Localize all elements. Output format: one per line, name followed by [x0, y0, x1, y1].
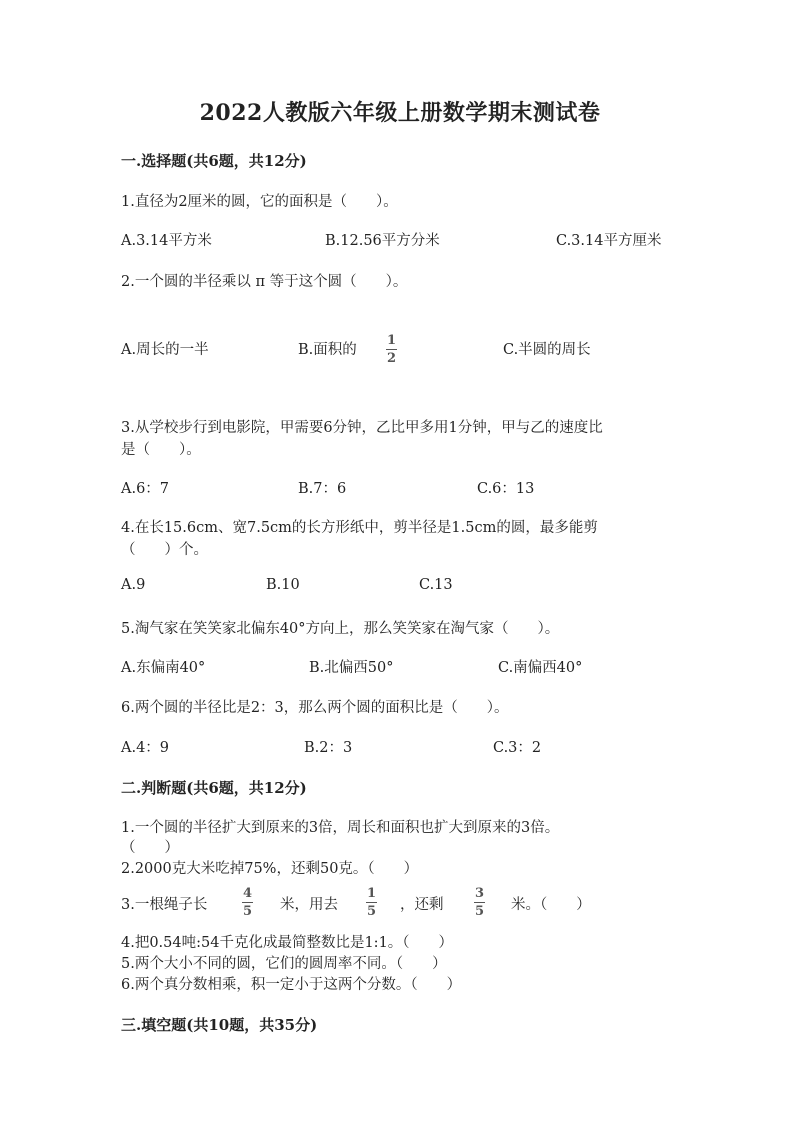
fraction-numerator: 3	[474, 886, 485, 901]
option-b: B.7：6	[298, 481, 347, 497]
section-heading-fill: 三.填空题(共10题，共35分)	[121, 1016, 318, 1034]
question-stem: 1.直径为2厘米的圆，它的面积是（ ）。	[121, 194, 398, 210]
fraction-bar	[474, 902, 485, 903]
option-a: A.东偏南40°	[121, 660, 206, 676]
fraction-denominator: 2	[386, 351, 397, 366]
question-stem: 5.淘气家在笑笑家北偏东40°方向上，那么笑笑家在淘气家（ ）。	[121, 621, 560, 637]
fraction-denominator: 5	[474, 904, 485, 919]
fraction-numerator: 4	[242, 886, 253, 901]
page-title: 2022人教版六年级上册数学期末测试卷	[199, 100, 601, 126]
option-b: B.面积的	[298, 342, 357, 358]
judge-item: 5.两个大小不同的圆，它们的圆周率不同。（ ）	[121, 956, 447, 972]
fraction-denominator: 5	[366, 904, 377, 919]
option-c: C.南偏西40°	[498, 660, 583, 676]
option-c: C.6：13	[477, 481, 535, 497]
fraction-bar	[242, 902, 253, 903]
fraction-denominator: 5	[242, 904, 253, 919]
judge-item-line1: 1.一个圆的半径扩大到原来的3倍，周长和面积也扩大到原来的3倍。	[121, 820, 560, 836]
option-b: B.12.56平方分米	[325, 233, 440, 249]
option-a: A.4：9	[121, 740, 170, 756]
fraction-three-fifths	[474, 887, 485, 919]
option-c: C.3：2	[493, 740, 542, 756]
judge-item: 6.两个真分数相乘，积一定小于这两个分数。（ ）	[121, 977, 462, 993]
option-a: A.6：7	[121, 481, 170, 497]
section-heading-choice: 一.选择题(共6题，共12分)	[121, 152, 307, 170]
option-b: B.2：3	[304, 740, 353, 756]
fraction-numerator: 1	[366, 886, 377, 901]
judge-item-line2: （ ）	[121, 840, 179, 856]
judge-item-part: ，还剩	[400, 897, 444, 913]
judge-item: 2.2000克大米吃掉75%，还剩50克。（ ）	[121, 861, 419, 877]
question-stem-line2: 是（ ）。	[121, 442, 201, 458]
question-stem-line1: 4.在长15.6cm、宽7.5cm的长方形纸中，剪半径是1.5cm的圆，最多能剪	[121, 520, 598, 536]
judge-item-part: 米，用去	[280, 897, 338, 913]
option-c: C.半圆的周长	[503, 342, 591, 358]
fraction-bar	[366, 902, 377, 903]
fraction-four-fifths	[242, 887, 253, 919]
question-stem: 2.一个圆的半径乘以 π 等于这个圆（ ）。	[121, 274, 408, 290]
fraction-one-half	[386, 334, 397, 366]
question-stem-line2: （ ）个。	[121, 542, 208, 558]
judge-item-part: 3.一根绳子长	[121, 897, 208, 913]
option-a: A.3.14平方米	[121, 233, 212, 249]
fraction-bar	[386, 349, 397, 350]
fraction-numerator: 1	[386, 333, 397, 348]
section-heading-judge: 二.判断题(共6题，共12分)	[121, 779, 307, 797]
fraction-one-fifth	[366, 887, 377, 919]
option-c: C.13	[419, 577, 453, 593]
judge-item-part: 米。（ ）	[511, 897, 591, 913]
option-a: A.周长的一半	[121, 342, 209, 358]
option-c: C.3.14平方厘米	[556, 233, 662, 249]
option-b: B.北偏西50°	[309, 660, 394, 676]
option-a: A.9	[121, 577, 146, 593]
option-b: B.10	[266, 577, 300, 593]
judge-item: 4.把0.54吨:54千克化成最简整数比是1:1。（ ）	[121, 935, 454, 951]
question-stem-line1: 3.从学校步行到电影院，甲需要6分钟，乙比甲多用1分钟，甲与乙的速度比	[121, 420, 603, 436]
question-stem: 6.两个圆的半径比是2：3，那么两个圆的面积比是（ ）。	[121, 700, 509, 716]
